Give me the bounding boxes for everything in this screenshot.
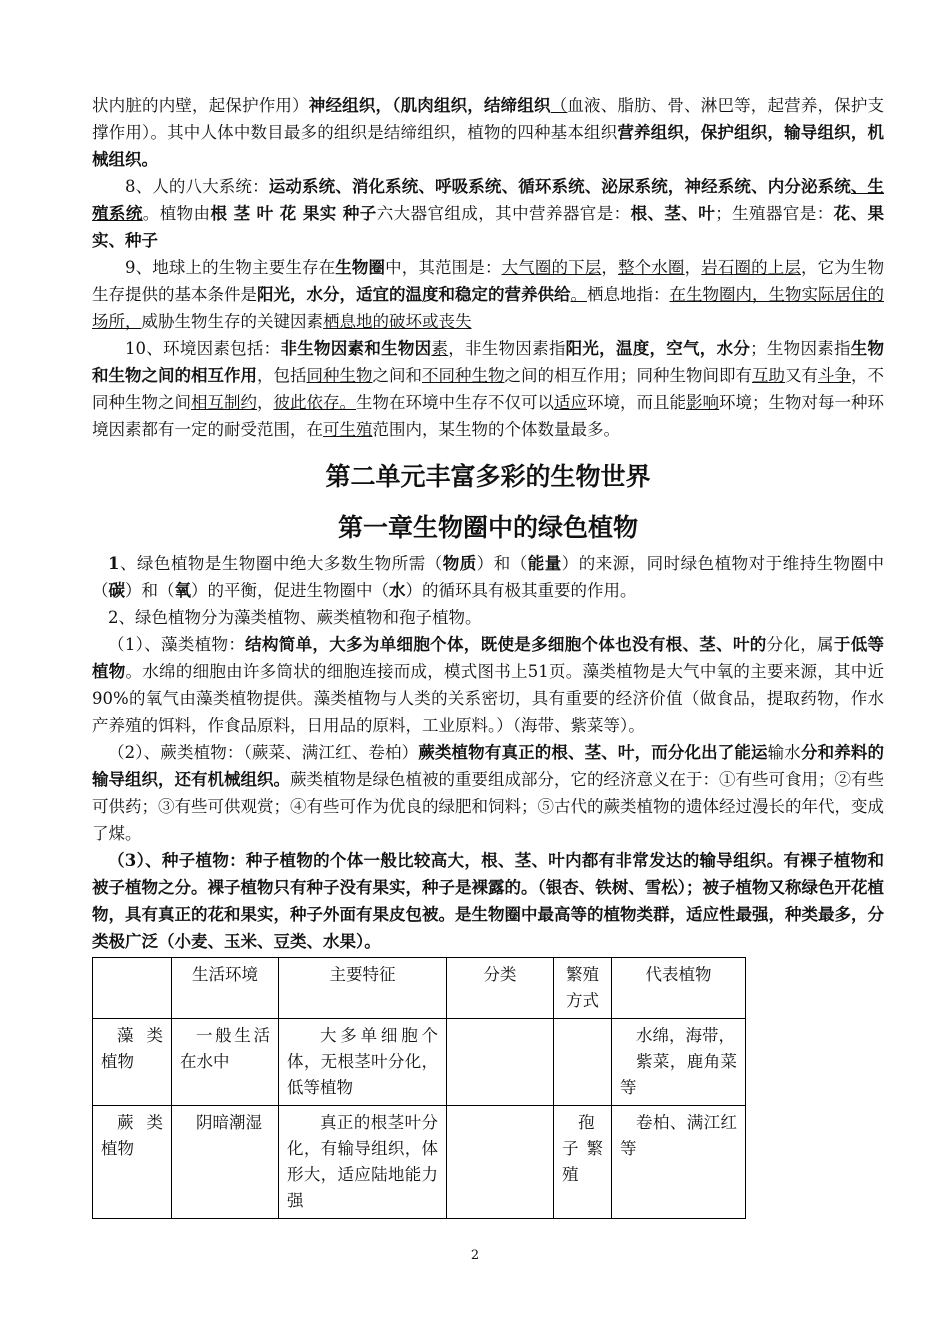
bold-text: 蕨类植物有真正的根、茎、叶，而分化出了能运 xyxy=(418,743,768,762)
header-cell: 分类 xyxy=(447,958,554,1019)
header-cell xyxy=(93,958,172,1019)
header-cell: 主要特征 xyxy=(279,958,447,1019)
text: ，它为生物生存提供的基本条件是 xyxy=(92,258,885,304)
text: （2）、蕨类植物：（蕨菜、满江红、卷柏） xyxy=(108,743,419,762)
bold-text: 水 xyxy=(389,581,406,600)
table-row xyxy=(93,1019,746,1106)
table-cell: 蕨类植物 xyxy=(93,1106,172,1219)
text: 。植物由 xyxy=(142,204,211,223)
table-row xyxy=(93,1106,746,1219)
bold-text: 花、果实、种子 xyxy=(92,204,885,250)
text: 输水 xyxy=(767,743,801,762)
underlined-text: 。 xyxy=(570,285,587,304)
underlined-text: （ xyxy=(550,96,568,115)
text: ；生殖器官是： xyxy=(715,204,834,223)
text: ）和（ xyxy=(125,581,175,600)
text: （1）、藻类植物： xyxy=(108,635,246,654)
text: ， xyxy=(684,258,702,277)
bold-text: 运动系统、消化系统、呼吸系统、循环系统、泌尿系统，神经系统、内分泌系统 xyxy=(268,177,851,196)
page-number: 2 xyxy=(470,1248,480,1263)
text: 。水绵的细胞由许多筒状的细胞连接而成，模式图书上51页。藻类植物是大气中氧的主要来源，其中近90%的氧气由藻类植物提供。藻类植物与人类的关系密切，具有重要的经济价值（做食品，提取药物，作水产养殖的饵料，作食品原料，日用品的原料，工业原料。）（海带、紫菜等）。 xyxy=(92,662,885,735)
text: 之间和 xyxy=(372,366,422,385)
text: 范围内，某生物的个体数量最多。 xyxy=(372,420,620,439)
text: 又有 xyxy=(785,366,818,385)
bold-text: 氧 xyxy=(174,581,191,600)
underlined-text: 素 xyxy=(431,339,449,358)
text: 环境，而且能 xyxy=(587,393,686,412)
table-cell xyxy=(447,1019,554,1106)
underlined-text: 、生殖系统 xyxy=(92,177,885,223)
paragraph-c5 xyxy=(92,847,884,955)
cell-line: 水绵，海带， xyxy=(636,1026,735,1045)
cell-line: 卷柏、满江红等 xyxy=(620,1113,737,1158)
text: ，不同种生物之间 xyxy=(92,366,884,412)
underlined-text: 彼此依存 xyxy=(273,393,340,412)
text: 分化，属 xyxy=(766,635,834,654)
bold-text: 非生物因素和生物因 xyxy=(280,339,432,358)
paragraph-8 xyxy=(92,173,884,254)
bold-text: 碳 xyxy=(108,581,125,600)
paragraph-c3 xyxy=(92,631,884,739)
header-cell: 生活环境 xyxy=(172,958,279,1019)
text: 10、环境因素包括： xyxy=(125,339,281,358)
text: ）和（ xyxy=(476,554,528,573)
bold-text: 生物和生物之间的相互作用 xyxy=(92,339,885,385)
unit-title: 第二单元丰富多彩的生物世界 xyxy=(325,462,651,491)
paragraph-c4 xyxy=(92,739,884,847)
underlined-text: 影响 xyxy=(686,393,719,412)
text: 状内脏的内壁，起保护作用） xyxy=(92,96,309,115)
bold-text: 根、茎、叶 xyxy=(630,204,716,223)
table-cell xyxy=(612,1019,746,1106)
underlined-text: 互助 xyxy=(752,366,785,385)
bold-text: 能量 xyxy=(527,554,562,573)
cell-line: 紫菜，鹿角菜等 xyxy=(620,1052,737,1097)
table-cell: 藻类植物 xyxy=(93,1019,172,1106)
underlined-text: 整个水圈 xyxy=(618,258,685,277)
paragraph-c1 xyxy=(92,550,884,604)
table-cell: 阴暗潮湿 xyxy=(172,1106,279,1219)
text: 栖息地指： xyxy=(587,285,670,304)
bold-text: 阳光，水分，适宜的温度和稳定的营养供给 xyxy=(257,285,571,304)
underlined-text: 斗争 xyxy=(818,366,851,385)
underlined-text: 栖息地的破坏或丧失 xyxy=(323,312,472,331)
bold-text: 1 xyxy=(108,554,120,573)
bold-text: 结构简单，大多为单细胞个体，既使是多细胞个体也没有根、茎、叶的 xyxy=(245,635,767,654)
bold-text: （3）、种子植物：种子植物的个体一般比较高大，根、茎、叶内都有非常发达的输导组织。有裸子植物和被子植物之分。裸子植物只有种子没有果实，种子是裸露的。（银杏、铁树、雪松）；被子植物又称绿色开花植物，具有真正的花和果实，种子外面有果皮包被。是生物圈中最高等的植物类群，适应性最强，种类最多，分类极广泛（小麦、玉米、豆类、水果）。 xyxy=(92,851,884,951)
bold-text: 生物圈 xyxy=(335,258,386,277)
bold-text: 营养组织，保护组织，输导组织，机械组织。 xyxy=(92,123,885,169)
underlined-text: 。 xyxy=(339,393,356,412)
table-header-row xyxy=(93,958,746,1019)
text: ， xyxy=(601,258,619,277)
bold-text: 根 茎 叶 花 果实 种子 xyxy=(210,204,377,223)
paragraph-10 xyxy=(92,335,884,443)
text: ）的循环具有极其重要的作用。 xyxy=(405,581,637,600)
paragraph-c2: 2、绿色植物分为藻类植物、蕨类植物和孢子植物。 xyxy=(108,608,482,627)
text: ，包括 xyxy=(257,366,307,385)
paragraph-tissues xyxy=(92,92,884,173)
bold-text: 神经组织，（肌肉组织，结缔组织 xyxy=(308,96,551,115)
paragraph-9 xyxy=(92,254,884,335)
text: 蕨类植物是绿色植被的重要组成部分，它的经济意义在于：①有些可食用；②有些可供药；③有些可供观赏；④有些可作为优良的绿肥和饲料；⑤古代的蕨类植物的遗体经过漫长的年代，变成了煤。 xyxy=(92,770,884,843)
header-cell: 繁殖方式 xyxy=(554,958,612,1019)
text: ；生物因素指 xyxy=(750,339,851,358)
table-cell: 真正的根茎叶分化，有输导组织，体形大，适应陆地能力强 xyxy=(279,1106,447,1219)
bold-text: 分和养料的输导组织，还有机械组织。 xyxy=(92,743,885,789)
table-cell: 孢子繁殖 xyxy=(554,1106,612,1219)
text: 8、人的八大系统： xyxy=(125,177,269,196)
chapter-title: 第一章生物圈中的绿色植物 xyxy=(337,513,638,542)
document-page xyxy=(92,92,884,1219)
table-cell xyxy=(554,1019,612,1106)
bold-text: 物质 xyxy=(442,554,477,573)
underlined-text: 适应 xyxy=(554,393,587,412)
text: 血液、脂肪、骨、淋巴等，起营养，保护支撑作用）。其中人体中数目最多的组织是结缔组织，植物的四种基本组织 xyxy=(92,96,885,142)
bold-text: 阳光，温度，空气，水分 xyxy=(565,339,751,358)
header-cell: 代表植物 xyxy=(612,958,746,1019)
text: 、绿色植物是生物圈中绝大多数生物所需（ xyxy=(119,554,443,573)
underlined-text: 不同种生物 xyxy=(422,366,505,385)
text: ， xyxy=(257,393,274,412)
text: ）的来源，同时绿色植物对于维持生物圈中（ xyxy=(92,554,885,600)
table-cell xyxy=(612,1106,746,1219)
text: 生物在环境中生存不仅可以 xyxy=(356,393,554,412)
text: 之间的相互作用；同种生物间即有 xyxy=(504,366,752,385)
underlined-text: 大气圈的下层 xyxy=(501,258,602,277)
text: 中，其范围是： xyxy=(385,258,502,277)
text: 六大器官组成，其中营养器官是： xyxy=(376,204,631,223)
table-cell xyxy=(447,1106,554,1219)
plant-comparison-table xyxy=(92,957,746,1219)
bold-text: 于低等植物 xyxy=(92,635,885,681)
text: 9、地球上的生物主要生存在 xyxy=(125,258,336,277)
underlined-text: 在生物圈内，生物实际居住的场所， xyxy=(92,285,884,331)
table-cell: 一般生活在水中 xyxy=(172,1019,279,1106)
table-cell: 大多单细胞个体，无根茎叶分化，低等植物 xyxy=(279,1019,447,1106)
underlined-text: 相互制约 xyxy=(191,393,257,412)
text: 环境；生物对每一种环境因素都有一定的耐受范围，在 xyxy=(92,393,884,439)
underlined-text: 同种生物 xyxy=(306,366,373,385)
text: 威胁生物生存的关键因素 xyxy=(141,312,323,331)
text: ）的平衡，促进生物圈中（ xyxy=(191,581,389,600)
underlined-text: 可生殖 xyxy=(323,420,373,439)
text: ，非生物因素指 xyxy=(448,339,566,358)
underlined-text: 岩石圈的上层 xyxy=(701,258,802,277)
